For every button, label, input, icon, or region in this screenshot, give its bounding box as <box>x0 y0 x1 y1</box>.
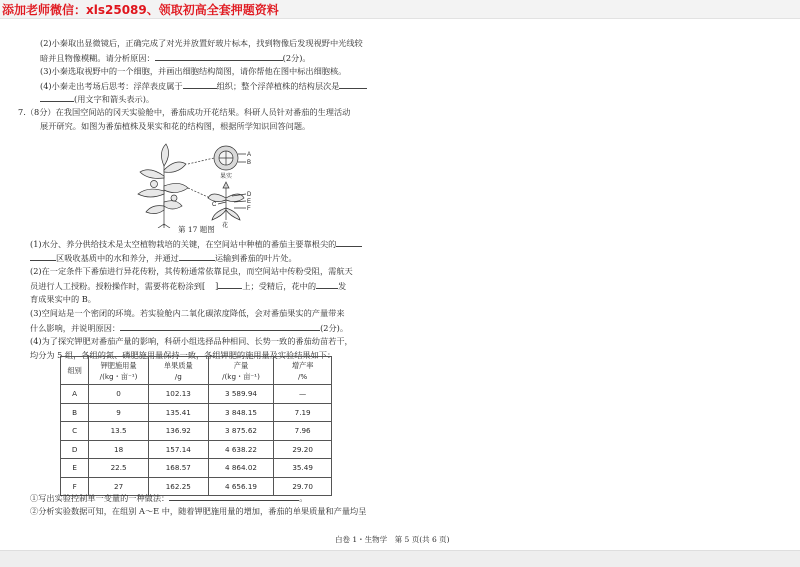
answer-blank <box>120 322 320 331</box>
answer-blank <box>30 252 56 261</box>
fig-label-d: D <box>247 192 252 198</box>
q4-line-2 <box>40 93 154 104</box>
s1-text-b: 区吸收基质中的水和养分，并通过 <box>56 253 179 263</box>
s3-score: (2分)。 <box>320 323 349 333</box>
table-row: F 27 162.25 4 656.19 29.70 <box>61 477 332 496</box>
fig-label-fruit: 果实 <box>220 174 233 180</box>
top-bar <box>0 0 800 19</box>
q4-text-b: 组织；整个浮萍植株的结构层次是 <box>216 81 340 91</box>
q2-line-1: (2)小秦取出显微镜后，正确完成了对光并放置好玻片标本，找到物像后发现视野中光线较 <box>40 38 363 48</box>
answer-blank <box>316 280 338 289</box>
s2-text-b: ] <box>215 281 219 291</box>
table-row: D 18 157.14 4 638.22 29.20 <box>61 440 332 459</box>
s2-text-d: 发 <box>338 281 347 291</box>
fig-label-c: C <box>212 202 217 208</box>
s3-line-2 <box>30 322 348 333</box>
answer-blank <box>339 80 367 89</box>
answer-blank <box>169 492 299 501</box>
s2-line-3: 育成果实中的 B。 <box>30 294 96 304</box>
table-row: C 13.5 136.92 3 875.62 7.96 <box>61 422 332 441</box>
q2-line-2 <box>40 52 311 63</box>
sub1-text: ①写出实验控制单一变量的一种做法： <box>30 493 170 503</box>
answer-blank <box>183 80 217 89</box>
table-row: A 0 102.13 3 589.94 — <box>61 385 332 404</box>
sub2-line: ②分析实验数据可知，在组别 A～E 中，随着钾肥施用量的增加，番茄的单果质量和产量均呈 <box>30 506 367 516</box>
answer-blank <box>336 238 362 247</box>
q4-text-c: (用文字和箭头表示)。 <box>74 94 155 104</box>
q2-score: (2分)。 <box>282 53 311 63</box>
header-fruit-mass: 单果质量 /g <box>148 357 208 385</box>
header-yield: 产量 /(kg・亩⁻¹) <box>208 357 274 385</box>
s4-line-2: 均分为 5 组，各组的氮、磷肥施用量保持一致，各组钾肥的施用量及实验结果如下： <box>30 350 336 360</box>
answer-blank <box>179 252 215 261</box>
table-row: E 22.5 168.57 4 864.02 35.49 <box>61 459 332 478</box>
tomato-figure <box>128 136 258 228</box>
figure-caption: 第 17 题图 <box>178 225 215 234</box>
q7-line-1: 7.（8分）在我国空间站的冈天实验舱中，番茄成功开花结果。科研人员针对番茄的生理活动 <box>18 107 351 117</box>
table-row: B 9 135.41 3 848.15 7.19 <box>61 403 332 422</box>
exam-page <box>0 18 800 546</box>
s3-text-a: 什么影响，并说明原因： <box>30 323 121 333</box>
answer-blank <box>218 280 242 289</box>
page-footer: 白卷 1・生物学 第 5 页(共 6 页) <box>335 535 450 544</box>
fig-label-flower: 花 <box>222 223 229 228</box>
header-increase-rate: 增产率 /% <box>274 357 332 385</box>
s1-line-2 <box>30 252 297 263</box>
s2-text-c: 上；受精后，花中的 <box>242 281 317 291</box>
header-potash: 钾肥施用量 /(kg・亩⁻¹) <box>89 357 149 385</box>
fig-label-b: B <box>247 160 252 166</box>
q2-text: 暗并且物像模糊。请分析原因： <box>40 53 155 63</box>
bottom-bar <box>0 550 800 567</box>
fig-label-a: A <box>247 152 252 158</box>
sub1-line <box>30 492 307 503</box>
q4-text-a: (4)小秦走出考场后思考：浮萍表皮属于 <box>40 81 183 91</box>
fig-label-f: F <box>247 206 251 212</box>
s4-line-1: (4)为了探究钾肥对番茄产量的影响，科研小组选择品种相同、长势一致的番茄幼苗若干， <box>30 336 353 346</box>
header-group: 组别 <box>61 357 89 385</box>
fig-label-e: E <box>247 199 252 205</box>
s1-text-a: (1)水分、养分供给技术是太空植物栽培的关键，在空间站中种植的番茄主要靠根尖的 <box>30 239 337 249</box>
q4-line-1 <box>40 80 367 91</box>
s2-line-1: (2)在一定条件下番茄进行异花传粉，其传粉通常依靠昆虫，而空间站中传粉受阻，需航天 <box>30 266 353 276</box>
answer-blank <box>155 52 283 61</box>
s1-text-c: 运输到番茄的叶片处。 <box>214 253 297 263</box>
q7-line-2: 展开研究。如图为番茄植株及果实和花的结构图，根据所学知识回答问题。 <box>40 121 311 131</box>
promo-banner: 添加老师微信：xls25089、领取初高全套押题资料 <box>2 3 279 17</box>
experiment-table <box>60 356 332 496</box>
s2-line-2 <box>30 280 346 291</box>
s3-line-1: (3)空间站是一个密闭的环境。若实验舱内二氧化碳浓度降低，会对番茄果实的产量带来 <box>30 308 345 318</box>
answer-blank <box>40 93 74 102</box>
q3-line: (3)小秦选取视野中的一个细胞，并画出细胞结构简图，请你帮他在图中标出细胞核。 <box>40 66 347 76</box>
sub1-end: 。 <box>299 493 308 503</box>
s1-line-1 <box>30 238 362 249</box>
table-header-row <box>61 357 332 385</box>
s2-text-a: 员进行人工授粉。授粉操作时，需要将花粉涂到[ <box>30 281 206 291</box>
